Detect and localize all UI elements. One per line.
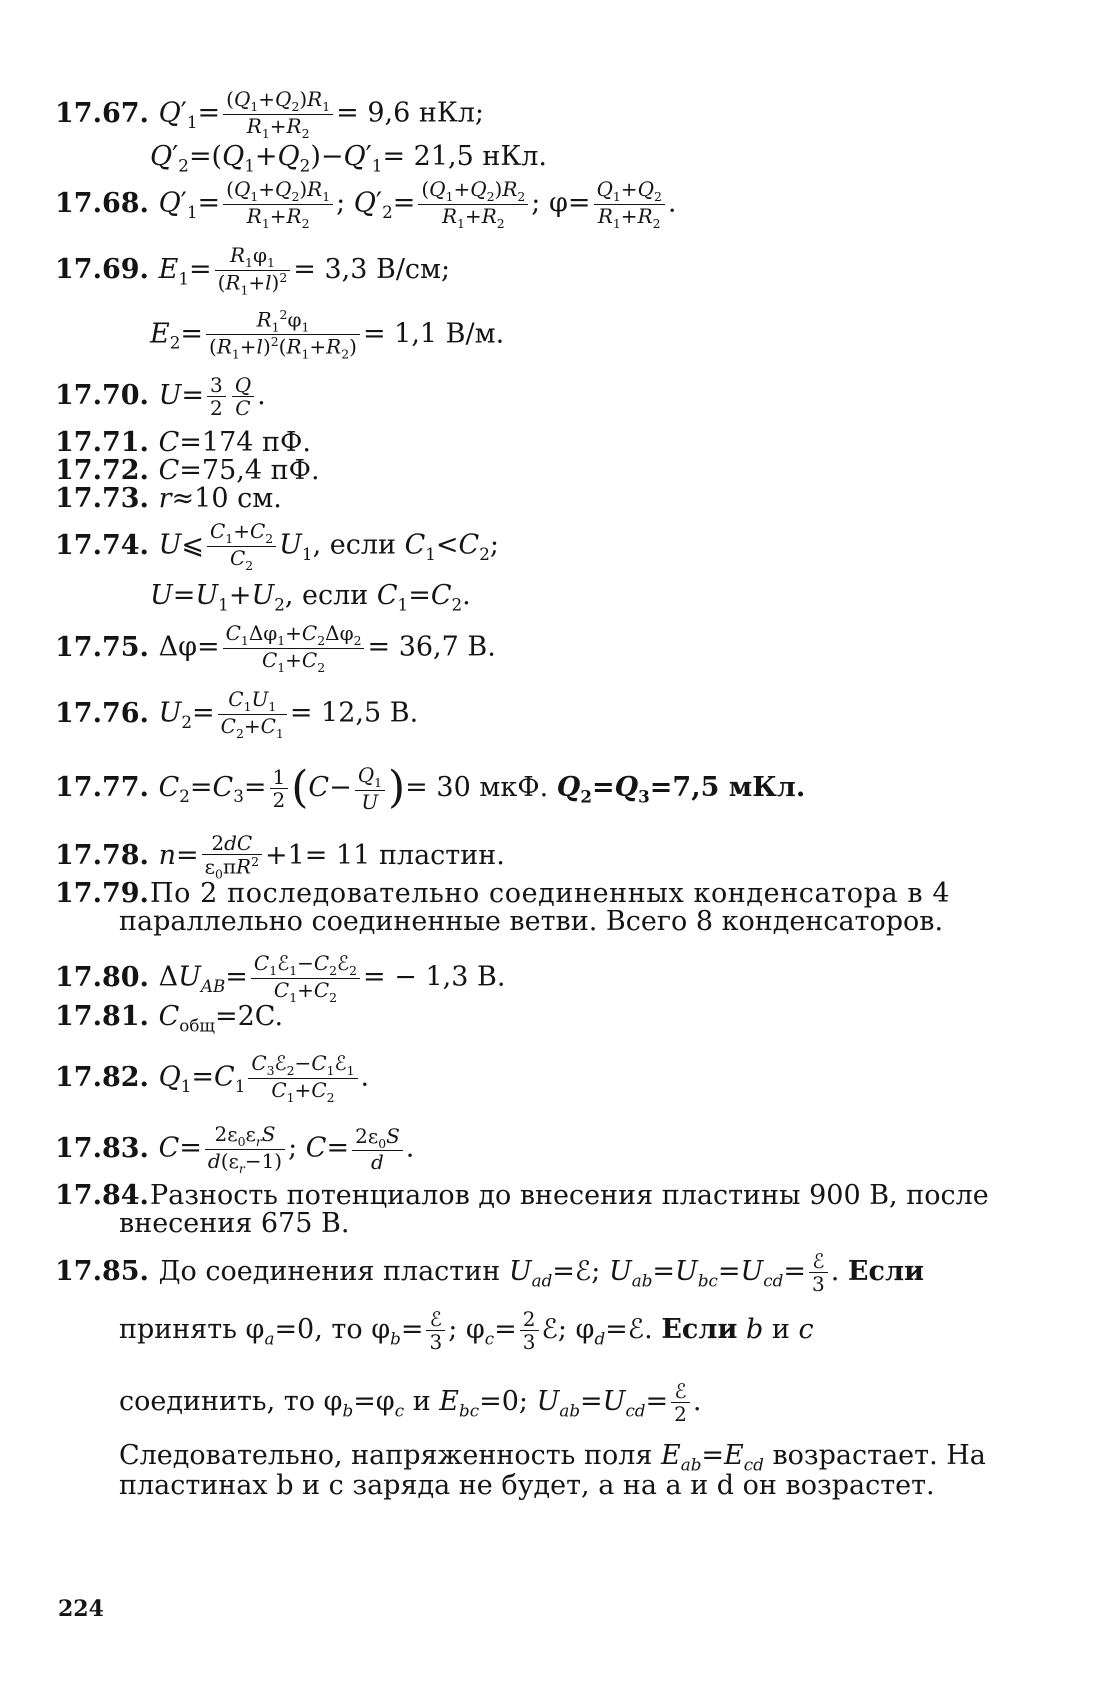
if-word: если [329, 529, 396, 561]
answer-number: 17.71. [55, 427, 149, 458]
answer-17-75: 17.75. Δφ= $\frac{C_1\Delta\varphi_1+C_2\Delta\varphi_2}{C_1+C_2}$ = 36,7 В. [55, 621, 496, 675]
result-value: 1,1 В/м. [394, 318, 505, 350]
answer-17-79-line2 [119, 906, 943, 937]
result-value: 75,4 пФ. [201, 455, 320, 486]
answer-text: внесения 675 В. [119, 1208, 350, 1239]
answer-text: Если [661, 1314, 738, 1345]
answer-text: принять [119, 1314, 237, 1345]
answer-17-67: 17.67. $Q'_1=$ $\frac{(Q_1+Q_2)R_1}{R_1+R_2}$ = 9,6 нКл; [55, 87, 484, 141]
page-number: 224 [58, 1596, 104, 1622]
answer-17-80: 17.80. $\Delta U_{AB}=$ $\frac{C_1ℰ_1-C_2ℰ_2}{C_1+C_2}$ = − 1,3 В. [55, 951, 506, 1005]
answer-17-82: 17.82. $Q_1=C_1$ $\frac{C_3ℰ_2-C_1ℰ_1}{C_1+C_2}$ . [55, 1051, 370, 1105]
answer-17-68: 17.68. $Q'_1=$ $\frac{(Q_1+Q_2)R_1}{R_1+R_2}$ ; $Q'_2=$ $\frac{(Q_1+Q_2)R_2}{R_1+R_2}$ ; φ= $\frac{Q_1+Q_2}{R_1+R_2}$ . [55, 177, 677, 231]
answer-17-73: 17.73. r≈10 см. [55, 483, 282, 514]
result-value: 12,5 В. [321, 697, 419, 729]
result-value: 30 мкФ. [436, 771, 549, 803]
result-value: 21,5 нКл. [413, 141, 547, 172]
answer-number: 17.79. [55, 878, 149, 909]
answer-number: 17.74. [55, 529, 149, 561]
answer-17-71: 17.71. C=174 пФ. [55, 427, 311, 458]
answer-number: 17.77. [55, 771, 149, 803]
answer-number: 17.73. [55, 483, 149, 514]
answer-17-85-line2: принять $\varphi_a=0$, то $\varphi_b=$ $\frac{\text{ℰ}}{3}$ ; $\varphi_c=$ $\frac{2}{3}$ ℰ; $\varphi_d=ℰ$. Если b и c [119, 1307, 814, 1354]
answer-number: 17.83. [55, 1132, 149, 1164]
answer-number: 17.85. [55, 1256, 149, 1287]
answer-17-70: 17.70. U= $\frac{3}{2}$ $\frac{Q}{C}$ . [55, 373, 266, 420]
answer-17-69: 17.69. $E_1=$ $\frac{R_1\varphi_1}{(R_1+l)^2}$ = 3,3 В/см; [55, 243, 451, 298]
answer-number: 17.70. [55, 380, 149, 411]
answer-17-84-line2 [119, 1208, 349, 1239]
answer-text: До соединения пластин [158, 1256, 501, 1287]
answer-17-84 [55, 1180, 989, 1211]
answer-text: пластинах b и c заряда не будет, а на a и d он возрастет. [119, 1470, 935, 1501]
answer-17-67-line2: $Q'_2=(Q_1+Q_2)-Q'_1= 21,5$ нКл. [150, 141, 547, 176]
answer-text: По 2 последовательно соединенных конденсатора в 4 [150, 878, 951, 909]
result-value: 9,6 нКл; [367, 97, 484, 129]
answer-text: возрастает. На [772, 1440, 986, 1471]
answer-17-74-line2: $U=U_1+U_2$, если $C_1=C_2$. [150, 580, 471, 615]
result-value: 36,7 В. [398, 631, 496, 663]
answer-17-74: 17.74. U⩽ $\frac{C_1+C_2}{C_2}$ $U_1$, если $C_1<C_2$; [55, 519, 499, 573]
result-value: 11 пластин. [336, 840, 505, 872]
answer-text: Разность потенциалов до внесения пластины 900 В, после [150, 1180, 989, 1211]
if-word: если [302, 580, 369, 611]
answer-17-79 [55, 878, 950, 909]
answer-17-78: 17.78. n= $\frac{2dC}{\varepsilon_0\pi R^2}$ +1= 11 пластин. [55, 831, 505, 882]
answer-number: 17.75. [55, 631, 149, 663]
answer-text: Если [847, 1256, 925, 1287]
answer-text: и [412, 1386, 431, 1417]
answer-17-76: 17.76. $U_2=$ $\frac{C_1U_1}{C_2+C_1}$ = 12,5 В. [55, 687, 419, 741]
result-value: 174 пФ. [201, 427, 311, 458]
fraction: $\frac{(Q_1+Q_2)R_1}{R_1+R_2}$ [223, 88, 333, 140]
answer-number: 17.81. [55, 1001, 149, 1032]
answer-number: 17.80. [55, 961, 149, 993]
answer-17-85-line3: соединить, то $\varphi_b=\varphi_c$ и $E_{bc}=0$; $U_{ab}=U_{cd}=$ $\frac{\text{ℰ}}{2}$ . [119, 1379, 702, 1426]
answer-17-77: 17.77. $C_2=C_3=$ $\frac{1}{2}$ (C− $\frac{Q_1}{U}$ )= 30 мкФ. $Q_2=Q_3=7,5$ мКл. [55, 762, 806, 814]
answer-17-69-line2: $E_2=$ $\frac{R_1^2\varphi_1}{(R_1+l)^2(R_1+R_2)}$ = 1,1 В/м. [150, 307, 505, 362]
answer-number: 17.67. [55, 97, 149, 129]
answer-number: 17.76. [55, 697, 149, 729]
result-value: 3,3 В/см; [324, 253, 451, 285]
answer-17-85-line4: Следовательно, напряженность поля $E_{ab}=E_{cd}$ возрастает. На [119, 1440, 986, 1475]
answer-17-72: 17.72. C=75,4 пФ. [55, 455, 320, 486]
answer-text: и [771, 1314, 790, 1345]
answer-number: 17.78. [55, 840, 149, 872]
answer-17-83: 17.83. C= $\frac{2\varepsilon_0\varepsilon_rS}{d(\varepsilon_r-1)}$ ; C= $\frac{2\varepsilon_0S}{d}$ . [55, 1122, 415, 1176]
result-value: 2C. [237, 1001, 284, 1032]
result-value: 10 см. [194, 483, 282, 514]
answer-17-85: 17.85. До соединения пластин $U_{ad}=ℰ$; $U_{ab}=U_{bc}=U_{cd}=$ $\frac{\text{ℰ}}{3}$ . Если [55, 1249, 925, 1296]
answer-text: Следовательно, напряженность поля [119, 1440, 653, 1471]
answer-number: 17.69. [55, 253, 149, 285]
answer-number: 17.82. [55, 1061, 149, 1093]
answer-number: 17.68. [55, 187, 149, 219]
result-value: − 1,3 В. [394, 961, 506, 993]
answer-number: 17.72. [55, 455, 149, 486]
answer-17-81: 17.81. $C_{общ}=2C$. [55, 1001, 284, 1036]
answer-number: 17.84. [55, 1180, 149, 1211]
answer-text: соединить, то [119, 1386, 315, 1417]
answer-17-85-line5 [119, 1470, 935, 1501]
answer-text: параллельно соединенные ветви. Всего 8 конденсаторов. [119, 906, 944, 937]
answer-text: то [331, 1314, 363, 1345]
result-value: 7,5 мКл. [672, 771, 806, 803]
